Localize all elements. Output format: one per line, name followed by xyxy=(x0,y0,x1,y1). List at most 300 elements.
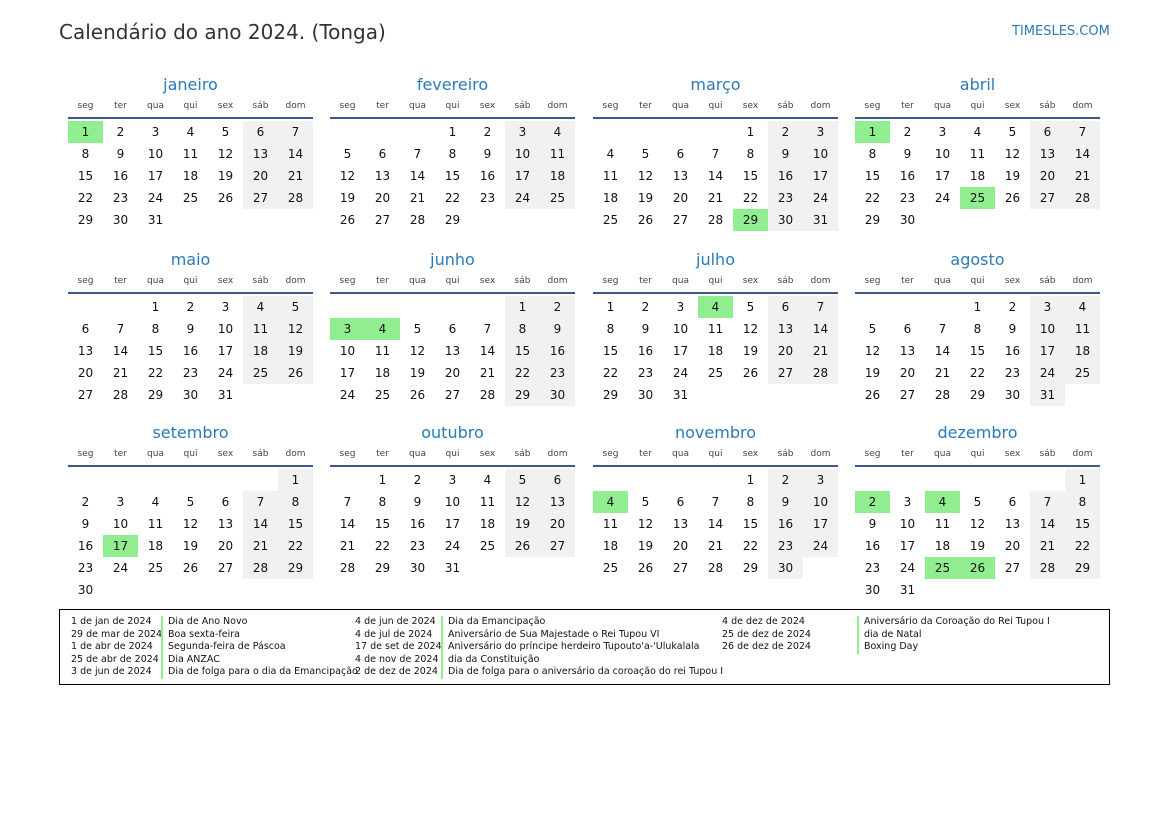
legend-holiday-name: Segunda-feira de Páscoa xyxy=(161,641,286,654)
day-cell: 9 xyxy=(768,491,803,513)
legend-date: 4 de dez de 2024 xyxy=(722,616,805,627)
day-cell: 26 xyxy=(278,362,313,384)
empty-cell xyxy=(628,121,663,143)
weekday-label: dom xyxy=(1072,101,1093,111)
day-cell: 8 xyxy=(1065,491,1100,513)
weekday-label: sex xyxy=(1004,276,1021,286)
day-cell: 17 xyxy=(147,169,164,183)
day-cell: 24 xyxy=(339,388,356,402)
day-cell: 28 xyxy=(243,557,278,579)
day-cell: 1 xyxy=(378,473,387,487)
day-cell: 1 xyxy=(1065,469,1100,491)
day-cell: 15 xyxy=(742,517,759,531)
weekday-header xyxy=(855,271,1100,294)
weekday-label: seg xyxy=(864,101,881,111)
empty-cell xyxy=(663,121,698,143)
day-cell: 14 xyxy=(934,344,951,358)
day-cell: 21 xyxy=(1030,535,1065,557)
day-cell: 30 xyxy=(864,583,881,597)
weekday-header xyxy=(330,444,575,467)
day-cell: 13 xyxy=(672,517,689,531)
day-cell: 24 xyxy=(147,191,164,205)
legend-holiday-name: dia de Natal xyxy=(857,629,922,642)
legend-holiday-name: Aniversário da Coroação do Rei Tupou I xyxy=(857,616,1050,629)
day-cell: 21 xyxy=(278,165,313,187)
day-cell: 30 xyxy=(182,388,199,402)
day-cell: 17 xyxy=(1030,340,1065,362)
weekday-header xyxy=(68,96,313,119)
day-cell: 6 xyxy=(540,469,575,491)
day-cell: 9 xyxy=(540,318,575,340)
day-cell: 20 xyxy=(374,191,391,205)
day-cell: 15 xyxy=(1065,513,1100,535)
day-cell: 11 xyxy=(479,495,496,509)
month-name: janeiro xyxy=(163,75,218,94)
holiday-day-cell: 4 xyxy=(365,318,400,340)
weekday-label: sex xyxy=(1004,449,1021,459)
day-cell: 26 xyxy=(182,561,199,575)
day-cell: 27 xyxy=(899,388,916,402)
day-cell: 31 xyxy=(672,388,689,402)
day-cell: 28 xyxy=(339,561,356,575)
day-cell: 13 xyxy=(1030,143,1065,165)
day-cell: 1 xyxy=(973,300,982,314)
day-cell: 18 xyxy=(147,539,164,553)
day-cell: 25 xyxy=(182,191,199,205)
holiday-day-cell: 17 xyxy=(103,535,138,557)
day-cell: 3 xyxy=(938,125,947,139)
weekday-label: dom xyxy=(810,276,831,286)
day-cell: 16 xyxy=(1004,344,1021,358)
day-grid xyxy=(330,121,575,231)
day-cell: 30 xyxy=(409,561,426,575)
weekday-label: qui xyxy=(708,101,723,111)
weekday-label: qui xyxy=(970,276,985,286)
day-cell: 16 xyxy=(768,513,803,535)
day-cell: 29 xyxy=(969,388,986,402)
day-cell: 5 xyxy=(413,322,422,336)
day-cell: 20 xyxy=(672,539,689,553)
day-cell: 9 xyxy=(413,495,422,509)
empty-cell xyxy=(208,469,243,491)
weekday-header xyxy=(68,444,313,467)
weekday-label: qui xyxy=(445,449,460,459)
day-cell: 30 xyxy=(637,388,654,402)
day-cell: 18 xyxy=(243,340,278,362)
weekday-label: ter xyxy=(639,276,652,286)
weekday-label: qui xyxy=(970,101,985,111)
day-cell: 26 xyxy=(742,366,759,380)
day-cell: 31 xyxy=(803,209,838,231)
day-cell: 14 xyxy=(707,169,724,183)
empty-cell xyxy=(663,469,698,491)
day-cell: 18 xyxy=(1065,340,1100,362)
day-cell: 15 xyxy=(278,513,313,535)
day-cell: 3 xyxy=(221,300,230,314)
day-cell: 16 xyxy=(112,169,129,183)
month-abril xyxy=(855,74,1100,231)
day-cell: 7 xyxy=(938,322,947,336)
day-cell: 10 xyxy=(339,344,356,358)
day-cell: 22 xyxy=(1065,535,1100,557)
day-cell: 24 xyxy=(217,366,234,380)
day-cell: 31 xyxy=(444,561,461,575)
day-cell: 16 xyxy=(479,169,496,183)
month-name: setembro xyxy=(152,423,229,442)
day-cell: 11 xyxy=(969,147,986,161)
day-cell: 4 xyxy=(243,296,278,318)
day-grid xyxy=(68,121,313,231)
day-cell: 15 xyxy=(864,169,881,183)
day-cell: 14 xyxy=(1065,143,1100,165)
day-cell: 27 xyxy=(768,362,803,384)
day-cell: 11 xyxy=(707,322,724,336)
day-cell: 23 xyxy=(768,187,803,209)
weekday-label: qua xyxy=(672,449,689,459)
day-cell: 13 xyxy=(768,318,803,340)
weekday-label: dom xyxy=(547,101,568,111)
legend-date: 26 de dez de 2024 xyxy=(722,641,811,652)
weekday-label: qua xyxy=(147,276,164,286)
day-cell: 5 xyxy=(973,495,982,509)
day-cell: 20 xyxy=(768,340,803,362)
day-cell: 1 xyxy=(746,125,755,139)
holiday-day-cell: 26 xyxy=(960,557,995,579)
month-name: março xyxy=(690,75,741,94)
day-cell: 2 xyxy=(116,125,125,139)
day-cell: 18 xyxy=(934,539,951,553)
empty-cell xyxy=(330,469,365,491)
day-cell: 2 xyxy=(641,300,650,314)
day-cell: 1 xyxy=(151,300,160,314)
weekday-label: sáb xyxy=(514,276,531,286)
empty-cell xyxy=(68,296,103,318)
day-cell: 3 xyxy=(676,300,685,314)
day-cell: 18 xyxy=(182,169,199,183)
day-cell: 14 xyxy=(243,513,278,535)
day-cell: 14 xyxy=(339,517,356,531)
day-cell: 31 xyxy=(1030,384,1065,406)
day-cell: 29 xyxy=(1065,557,1100,579)
weekday-label: qui xyxy=(445,101,460,111)
day-cell: 3 xyxy=(903,495,912,509)
day-cell: 22 xyxy=(505,362,540,384)
day-cell: 23 xyxy=(182,366,199,380)
day-cell: 11 xyxy=(540,143,575,165)
month-janeiro xyxy=(68,74,313,231)
day-cell: 17 xyxy=(672,344,689,358)
day-cell: 11 xyxy=(243,318,278,340)
day-cell: 18 xyxy=(969,169,986,183)
day-cell: 23 xyxy=(768,535,803,557)
day-cell: 29 xyxy=(147,388,164,402)
day-cell: 12 xyxy=(278,318,313,340)
day-cell: 13 xyxy=(374,169,391,183)
legend-date: 1 de abr de 2024 xyxy=(71,641,153,652)
weekday-label: sáb xyxy=(777,449,794,459)
holiday-day-cell: 1 xyxy=(68,121,103,143)
weekday-label: sáb xyxy=(252,449,269,459)
day-cell: 19 xyxy=(637,191,654,205)
day-cell: 7 xyxy=(483,322,492,336)
day-cell: 9 xyxy=(483,147,492,161)
month-março xyxy=(593,74,838,231)
weekday-label: sex xyxy=(1004,101,1021,111)
day-cell: 23 xyxy=(864,561,881,575)
day-grid xyxy=(330,469,575,579)
day-cell: 29 xyxy=(742,561,759,575)
day-cell: 17 xyxy=(505,165,540,187)
day-cell: 11 xyxy=(182,147,199,161)
empty-cell xyxy=(890,469,925,491)
day-cell: 21 xyxy=(112,366,129,380)
day-cell: 28 xyxy=(479,388,496,402)
day-cell: 16 xyxy=(864,539,881,553)
weekday-label: seg xyxy=(602,276,619,286)
day-cell: 30 xyxy=(768,209,803,231)
weekday-label: sex xyxy=(742,449,759,459)
weekday-label: qui xyxy=(183,276,198,286)
day-cell: 3 xyxy=(1030,296,1065,318)
day-cell: 26 xyxy=(1004,191,1021,205)
weekday-label: sex xyxy=(742,101,759,111)
day-grid xyxy=(593,121,838,231)
weekday-label: ter xyxy=(376,101,389,111)
weekday-label: qua xyxy=(672,101,689,111)
month-name: outubro xyxy=(421,423,484,442)
empty-cell xyxy=(628,469,663,491)
holiday-day-cell: 4 xyxy=(593,491,628,513)
day-cell: 10 xyxy=(803,143,838,165)
day-cell: 13 xyxy=(243,143,278,165)
day-cell: 20 xyxy=(1030,165,1065,187)
day-cell: 8 xyxy=(868,147,877,161)
weekday-label: qui xyxy=(708,276,723,286)
day-cell: 21 xyxy=(479,366,496,380)
day-cell: 3 xyxy=(505,121,540,143)
day-cell: 15 xyxy=(969,344,986,358)
day-cell: 27 xyxy=(77,388,94,402)
holiday-day-cell: 29 xyxy=(733,209,768,231)
day-cell: 27 xyxy=(672,561,689,575)
day-cell: 8 xyxy=(278,491,313,513)
day-cell: 14 xyxy=(803,318,838,340)
day-cell: 28 xyxy=(1065,187,1100,209)
day-cell: 11 xyxy=(147,517,164,531)
day-grid xyxy=(855,469,1100,601)
day-cell: 22 xyxy=(147,366,164,380)
weekday-label: seg xyxy=(864,276,881,286)
day-cell: 31 xyxy=(217,388,234,402)
weekday-label: sáb xyxy=(252,276,269,286)
day-cell: 14 xyxy=(409,169,426,183)
day-cell: 6 xyxy=(81,322,90,336)
day-cell: 4 xyxy=(973,125,982,139)
day-cell: 12 xyxy=(637,517,654,531)
weekday-label: ter xyxy=(901,449,914,459)
day-grid xyxy=(68,469,313,601)
day-grid xyxy=(593,469,838,579)
day-cell: 15 xyxy=(505,340,540,362)
weekday-label: qui xyxy=(445,276,460,286)
day-cell: 5 xyxy=(278,296,313,318)
day-cell: 9 xyxy=(768,143,803,165)
empty-cell xyxy=(925,296,960,318)
day-cell: 9 xyxy=(868,517,877,531)
empty-cell xyxy=(995,469,1030,491)
day-cell: 8 xyxy=(448,147,457,161)
weekday-label: ter xyxy=(639,449,652,459)
empty-cell xyxy=(365,296,400,318)
day-cell: 7 xyxy=(803,296,838,318)
day-cell: 6 xyxy=(221,495,230,509)
weekday-label: seg xyxy=(339,101,356,111)
day-cell: 24 xyxy=(444,539,461,553)
month-name: abril xyxy=(959,75,996,94)
empty-cell xyxy=(1030,469,1065,491)
legend-date: 2 de dez de 2024 xyxy=(355,666,438,677)
weekday-header xyxy=(68,271,313,294)
day-cell: 12 xyxy=(864,344,881,358)
day-cell: 21 xyxy=(934,366,951,380)
weekday-label: sex xyxy=(479,101,496,111)
day-cell: 28 xyxy=(112,388,129,402)
day-cell: 10 xyxy=(934,147,951,161)
day-cell: 21 xyxy=(707,539,724,553)
day-cell: 19 xyxy=(742,344,759,358)
day-cell: 31 xyxy=(147,213,164,227)
day-cell: 11 xyxy=(602,517,619,531)
day-cell: 13 xyxy=(1004,517,1021,531)
holiday-day-cell: 4 xyxy=(698,296,733,318)
day-cell: 20 xyxy=(540,513,575,535)
weekday-label: qua xyxy=(934,101,951,111)
weekday-label: ter xyxy=(901,276,914,286)
day-cell: 22 xyxy=(742,191,759,205)
month-agosto xyxy=(855,249,1100,406)
day-cell: 28 xyxy=(707,561,724,575)
day-cell: 10 xyxy=(112,517,129,531)
day-cell: 1 xyxy=(606,300,615,314)
day-cell: 15 xyxy=(602,344,619,358)
weekday-label: sáb xyxy=(1039,449,1056,459)
day-cell: 25 xyxy=(602,561,619,575)
day-cell: 4 xyxy=(1065,296,1100,318)
day-cell: 12 xyxy=(969,517,986,531)
weekday-label: sáb xyxy=(1039,101,1056,111)
day-cell: 19 xyxy=(217,169,234,183)
month-name: agosto xyxy=(950,250,1005,269)
day-cell: 8 xyxy=(746,495,755,509)
month-fevereiro xyxy=(330,74,575,231)
day-cell: 17 xyxy=(803,165,838,187)
empty-cell xyxy=(330,296,365,318)
empty-cell xyxy=(68,469,103,491)
day-cell: 27 xyxy=(243,187,278,209)
empty-cell xyxy=(330,121,365,143)
holiday-day-cell: 25 xyxy=(960,187,995,209)
legend-holiday-name: Aniversário do príncipe herdeiro Tupouto'a-'Ulukalala xyxy=(441,641,700,654)
day-cell: 12 xyxy=(742,322,759,336)
day-cell: 12 xyxy=(637,169,654,183)
day-cell: 27 xyxy=(1030,187,1065,209)
day-cell: 5 xyxy=(641,147,650,161)
day-cell: 12 xyxy=(409,344,426,358)
weekday-label: qui xyxy=(708,449,723,459)
day-cell: 7 xyxy=(413,147,422,161)
weekday-header xyxy=(593,271,838,294)
day-cell: 20 xyxy=(243,165,278,187)
day-cell: 1 xyxy=(505,296,540,318)
day-cell: 23 xyxy=(637,366,654,380)
day-cell: 25 xyxy=(243,362,278,384)
day-cell: 18 xyxy=(374,366,391,380)
weekday-label: seg xyxy=(864,449,881,459)
day-cell: 19 xyxy=(969,539,986,553)
day-cell: 10 xyxy=(444,495,461,509)
day-cell: 13 xyxy=(217,517,234,531)
day-cell: 27 xyxy=(444,388,461,402)
empty-cell xyxy=(593,121,628,143)
empty-cell xyxy=(698,469,733,491)
month-name: julho xyxy=(696,250,735,269)
day-cell: 21 xyxy=(803,340,838,362)
day-cell: 6 xyxy=(1008,495,1017,509)
weekday-label: sáb xyxy=(252,101,269,111)
day-cell: 8 xyxy=(746,147,755,161)
day-cell: 11 xyxy=(934,517,951,531)
day-cell: 23 xyxy=(540,362,575,384)
weekday-label: seg xyxy=(77,276,94,286)
day-cell: 27 xyxy=(374,213,391,227)
month-name: dezembro xyxy=(937,423,1018,442)
empty-cell xyxy=(593,469,628,491)
day-cell: 28 xyxy=(707,213,724,227)
day-cell: 23 xyxy=(409,539,426,553)
month-maio xyxy=(68,249,313,406)
site-link[interactable]: TIMESLES.COM xyxy=(1012,24,1110,39)
day-grid xyxy=(855,121,1100,231)
day-cell: 10 xyxy=(1030,318,1065,340)
day-cell: 30 xyxy=(77,583,94,597)
weekday-label: qua xyxy=(409,276,426,286)
day-cell: 3 xyxy=(448,473,457,487)
day-cell: 12 xyxy=(217,147,234,161)
day-cell: 18 xyxy=(707,344,724,358)
weekday-label: seg xyxy=(339,449,356,459)
day-cell: 25 xyxy=(479,539,496,553)
day-cell: 22 xyxy=(278,535,313,557)
weekday-label: sex xyxy=(217,449,234,459)
weekday-label: sex xyxy=(479,276,496,286)
day-cell: 22 xyxy=(602,366,619,380)
day-cell: 11 xyxy=(374,344,391,358)
weekday-label: ter xyxy=(114,101,127,111)
day-cell: 13 xyxy=(899,344,916,358)
month-outubro xyxy=(330,422,575,579)
legend-holiday-name: Dia da Emancipação xyxy=(441,616,545,629)
day-cell: 2 xyxy=(540,296,575,318)
weekday-label: seg xyxy=(77,449,94,459)
month-name: junho xyxy=(430,250,475,269)
weekday-header xyxy=(330,271,575,294)
weekday-label: qua xyxy=(147,449,164,459)
day-cell: 25 xyxy=(707,366,724,380)
holiday-legend xyxy=(59,609,1110,685)
day-cell: 7 xyxy=(711,147,720,161)
day-cell: 25 xyxy=(540,187,575,209)
weekday-label: qua xyxy=(147,101,164,111)
